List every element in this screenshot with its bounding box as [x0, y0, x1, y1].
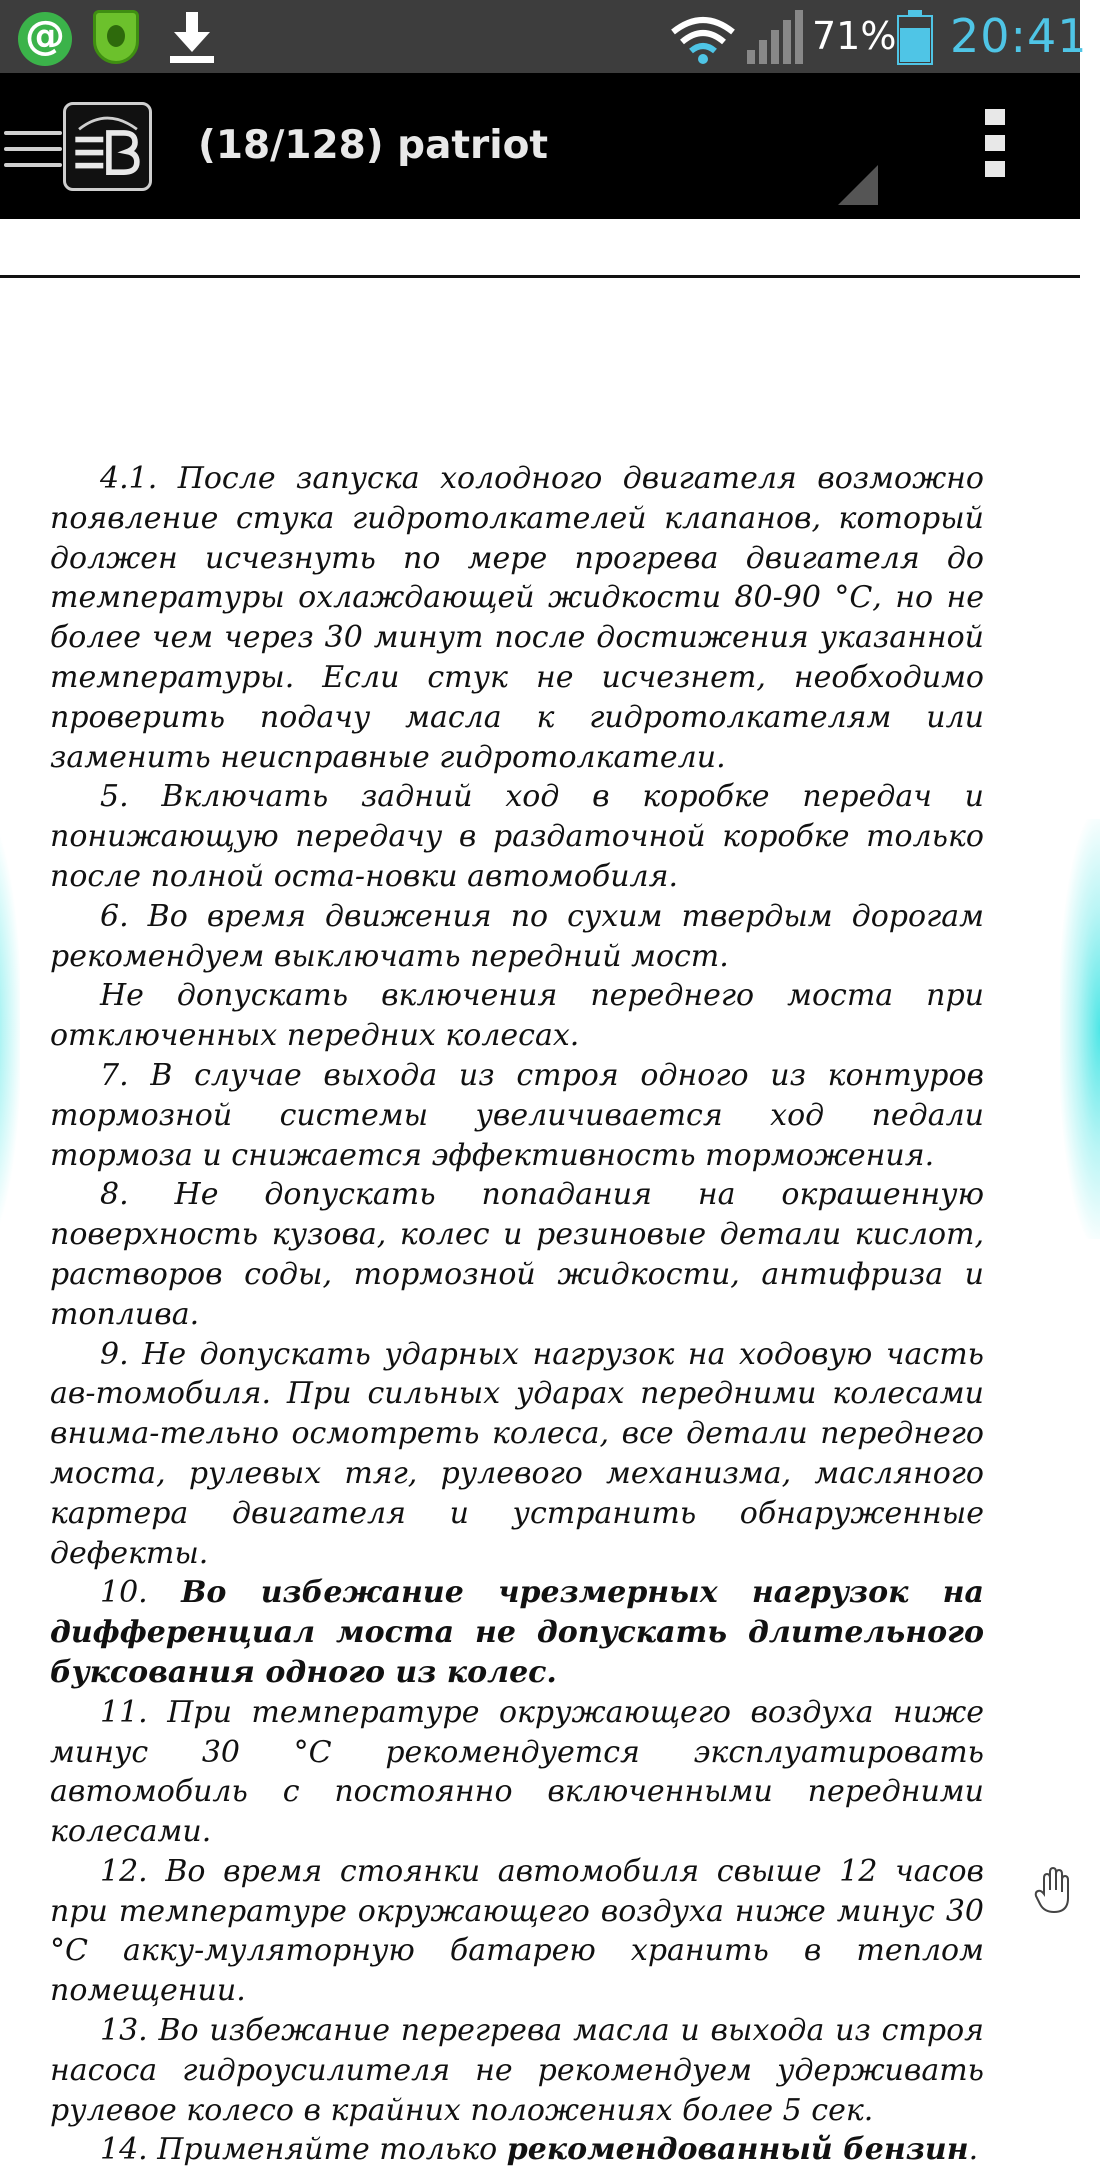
- left-edge-glow: [0, 819, 20, 1239]
- document-title: (18/128) patriot: [198, 123, 549, 168]
- paragraph-10: [50, 1573, 984, 1692]
- paragraph-4-1: 4.1. После запуска холодного двигателя возможно появление стука гидротолкателей клапанов, который должен исчезнуть по мере прогрева двигателя до температуры охлаждающей жидкости 80-90 °С, но не более чем через 30 минут после достижения указанной температуры. Если стук не исчезнет, необходимо проверить подачу масла к гидротолкателям или заменить неисправные гидротолкатели.: [50, 461, 984, 775]
- signal-icon: [745, 10, 805, 64]
- paragraph-14-suffix: .: [968, 2132, 979, 2168]
- action-bar: [0, 73, 1080, 219]
- wifi-icon: [668, 14, 738, 64]
- paragraph-10-number: 10.: [100, 1575, 148, 1611]
- paragraph-12: 12. Во время стоянки автомобиля свыше 12 часов при температуре окружающего воздуха ниже минус 30 °С акку-муляторную батарею хранить в теплом помещении.: [50, 1853, 984, 2009]
- paragraph-14: [50, 2130, 984, 2170]
- paragraph-6-note: Не допускать включения переднего моста при отключенных передних колесах.: [50, 978, 984, 1054]
- paragraph-6: 6. Во время движения по сухим твердым дорогам рекомендуем выключать передний мост.: [50, 898, 984, 974]
- mail-ru-agent-icon: [18, 12, 72, 66]
- paragraph-11: 11. При температуре окружающего воздуха ниже минус 30 °С рекомендуется эксплуатировать автомобиль с постоянно включенными передними колесами.: [50, 1694, 984, 1850]
- paragraph-9: 9. Не допускать ударных нагрузок на ходовую часть ав-томобиля. При сильных ударах передними колесами внима-тельно осмотреть колеса, все детали переднего моста, рулевых тяг, рулевого механизма, масляного картера двигателя и устранить обнаруженные дефекты.: [50, 1336, 984, 1571]
- paragraph-10-bold: Во избежание чрезмерных нагрузок на дифференциал моста не допускать длительного буксования одного из колес.: [50, 1575, 984, 1690]
- overflow-menu-icon[interactable]: [980, 109, 1010, 189]
- paragraph-8: 8. Не допускать попадания на окрашенную поверхность кузова, колес и резиновые детали кислот, растворов соды, тормозной жидкости, антифриза и топлива.: [50, 1177, 984, 1332]
- battery-percentage: 71%: [812, 14, 897, 58]
- download-icon: [166, 10, 218, 64]
- paragraph-7: 7. В случае выхода из строя одного из контуров тормозной системы увеличивается ход педали тормоза и снижается эффективность торможения.: [50, 1057, 984, 1173]
- dr-web-shield-icon: [93, 10, 139, 64]
- paragraph-14-number: 14.: [100, 2132, 148, 2168]
- battery-icon: [897, 10, 933, 65]
- right-edge-glow: [1060, 819, 1100, 1239]
- app-logo-icon[interactable]: [63, 102, 152, 191]
- dropdown-corner-icon[interactable]: [838, 165, 878, 205]
- paragraph-14-bold: рекомендованный бензин: [506, 2132, 969, 2168]
- document-page[interactable]: [0, 219, 1080, 2168]
- hand-pan-icon[interactable]: [1034, 1866, 1076, 1914]
- paragraph-13: 13. Во избежание перегрева масла и выхода из строя насоса гидроусилителя не рекомендуем удерживать рулевое колесо в крайних положениях более 5 сек.: [50, 2013, 984, 2128]
- page-header-rule: [0, 275, 1080, 278]
- status-bar: [0, 0, 1088, 73]
- paragraph-5: 5. Включать задний ход в коробке передач и понижающую передачу в раздаточной коробке только после полной оста-новки автомобиля.: [50, 779, 984, 894]
- status-clock: 20:41: [950, 9, 1088, 63]
- paragraph-14-prefix: Применяйте только: [157, 2132, 498, 2168]
- document-text: [50, 459, 984, 2170]
- menu-icon[interactable]: [4, 131, 62, 175]
